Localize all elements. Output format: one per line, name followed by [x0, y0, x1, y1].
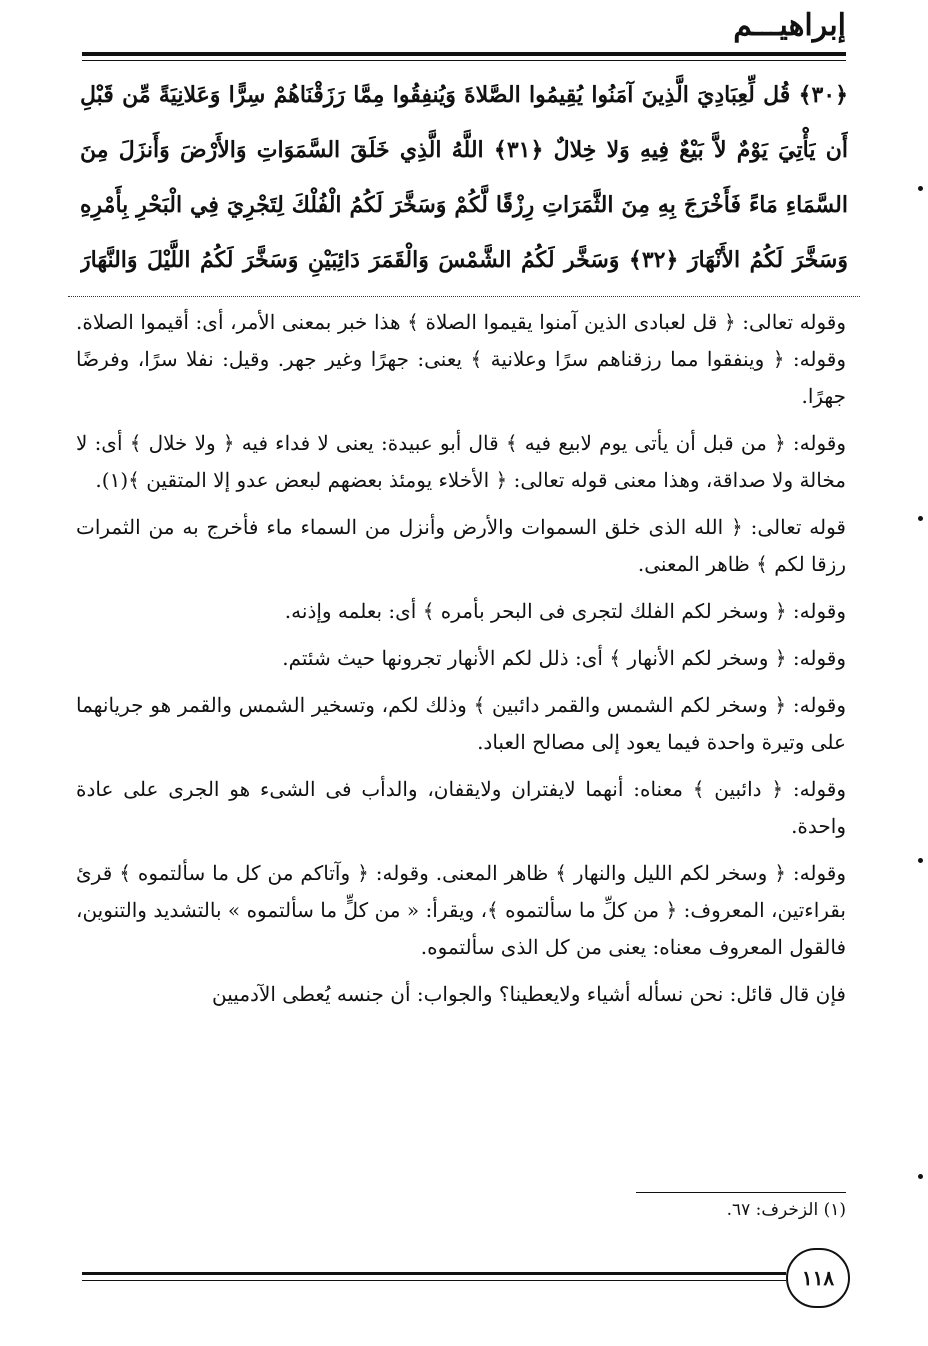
margin-mark [918, 1174, 923, 1179]
section-divider [68, 296, 860, 297]
margin-mark [918, 186, 923, 191]
header-rule-thin [82, 60, 846, 61]
commentary-paragraph: وقوله: ﴿ من قبل أن يأتى يوم لابيع فيه ﴾ قال أبو عبيدة: يعنى لا فداء فيه ﴿ ولا خلال ﴾ أى: لا مخالة ولا صداقة، وهذا معنى قوله تعالى: ﴿ الأخلاء يومئذ بعضهم لبعض عدو إلا المتقين ﴾(١). [76, 431, 846, 492]
footnote-rule [636, 1192, 846, 1193]
quran-line: أَن يَأْتِيَ يَوْمٌ لاَّ بَيْعٌ فِيهِ وَلا خِلالٌ ﴿٣١﴾ اللَّهُ الَّذِي خَلَقَ السَّمَوَاتِ وَالأَرْضَ وَأَنزَلَ مِنَ [80, 137, 848, 163]
header-rule [82, 52, 846, 56]
quran-line: ﴿٣٠﴾ قُل لِّعِبَادِيَ الَّذِينَ آمَنُوا يُقِيمُوا الصَّلاةَ وَيُنفِقُوا مِمَّا رَزَقْنَاهُمْ سِرًّا وَعَلانِيَةً مِّن قَبْلِ [80, 82, 848, 108]
footnote: (١) الزخرف: ٦٧. [726, 1200, 846, 1220]
commentary-paragraph: وقوله: ﴿ دائبين ﴾ معناه: أنهما لايفتران ولايقفان، والدأب فى الشىء هو الجرى على عادة واحدة. [76, 777, 846, 838]
margin-mark [918, 516, 923, 521]
margin-mark [918, 858, 923, 863]
commentary-paragraph: قوله تعالى: ﴿ الله الذى خلق السموات والأرض وأنزل من السماء ماء فأخرج به من الثمرات رزقا لكم ﴾ ظاهر المعنى. [76, 515, 846, 576]
chapter-title: إبراهيـــم [733, 8, 846, 43]
commentary-block [76, 304, 846, 1013]
commentary-paragraph: وقوله: ﴿ وسخر لكم الليل والنهار ﴾ ظاهر المعنى. وقوله: ﴿ وآتاكم من كل ما سألتموه ﴾ قرئ بقراءتين، المعروف: ﴿ من كلِّ ما سألتموه ﴾، ويقرأ: « من كلٍّ ما سألتموه » بالتشديد والتنوين، فالقول المعروف معناه: يعنى من كل الذى سألتموه. [76, 861, 846, 959]
commentary-paragraph: فإن قال قائل: نحن نسأله أشياء ولايعطينا؟ والجواب: أن جنسه يُعطى الآدميين [212, 982, 846, 1006]
footer-rule [82, 1272, 786, 1275]
quran-line: وَسَخَّرَ لَكُمُ الأَنْهَارَ ﴿٣٢﴾ وَسَخَّر لَكُمُ الشَّمْسَ وَالْقَمَرَ دَائِبَيْنِ وَسَخَّرَ لَكُمُ اللَّيْلَ وَالنَّهَارَ [80, 247, 848, 273]
quran-line: السَّمَاءِ مَاءً فَأَخْرَجَ بِهِ مِنَ الثَّمَرَاتِ رِزْقًا لَّكُمْ وَسَخَّرَ لَكُمُ الْفُلْكَ لِتَجْرِيَ فِي الْبَحْرِ بِأَمْرِهِ [80, 192, 848, 218]
footer-rule-thin [82, 1280, 786, 1281]
commentary-paragraph: وقوله: ﴿ وسخر لكم الشمس والقمر دائبين ﴾ وذلك لكم، وتسخير الشمس والقمر هو جريانهما على وتيرة واحدة فيما يعود إلى مصالح العباد. [76, 693, 846, 754]
page-number: ١١٨ [786, 1248, 850, 1308]
commentary-paragraph: وقوله: ﴿ وسخر لكم الأنهار ﴾ أى: ذلل لكم الأنهار تجرونها حيث شئتم. [282, 646, 846, 670]
commentary-paragraph: وقوله تعالى: ﴿ قل لعبادى الذين آمنوا يقيموا الصلاة ﴾ هذا خبر بمعنى الأمر، أى: أقيموا الصلاة. وقوله: ﴿ وينفقوا مما رزقناهم سرًا وعلانية ﴾ يعنى: جهرًا وغير جهر. وقيل: نفلا سرًا، وفرضًا جهرًا. [76, 310, 846, 408]
commentary-paragraph: وقوله: ﴿ وسخر لكم الفلك لتجرى فى البحر بأمره ﴾ أى: بعلمه وإذنه. [284, 599, 846, 623]
quran-verses [80, 68, 848, 288]
